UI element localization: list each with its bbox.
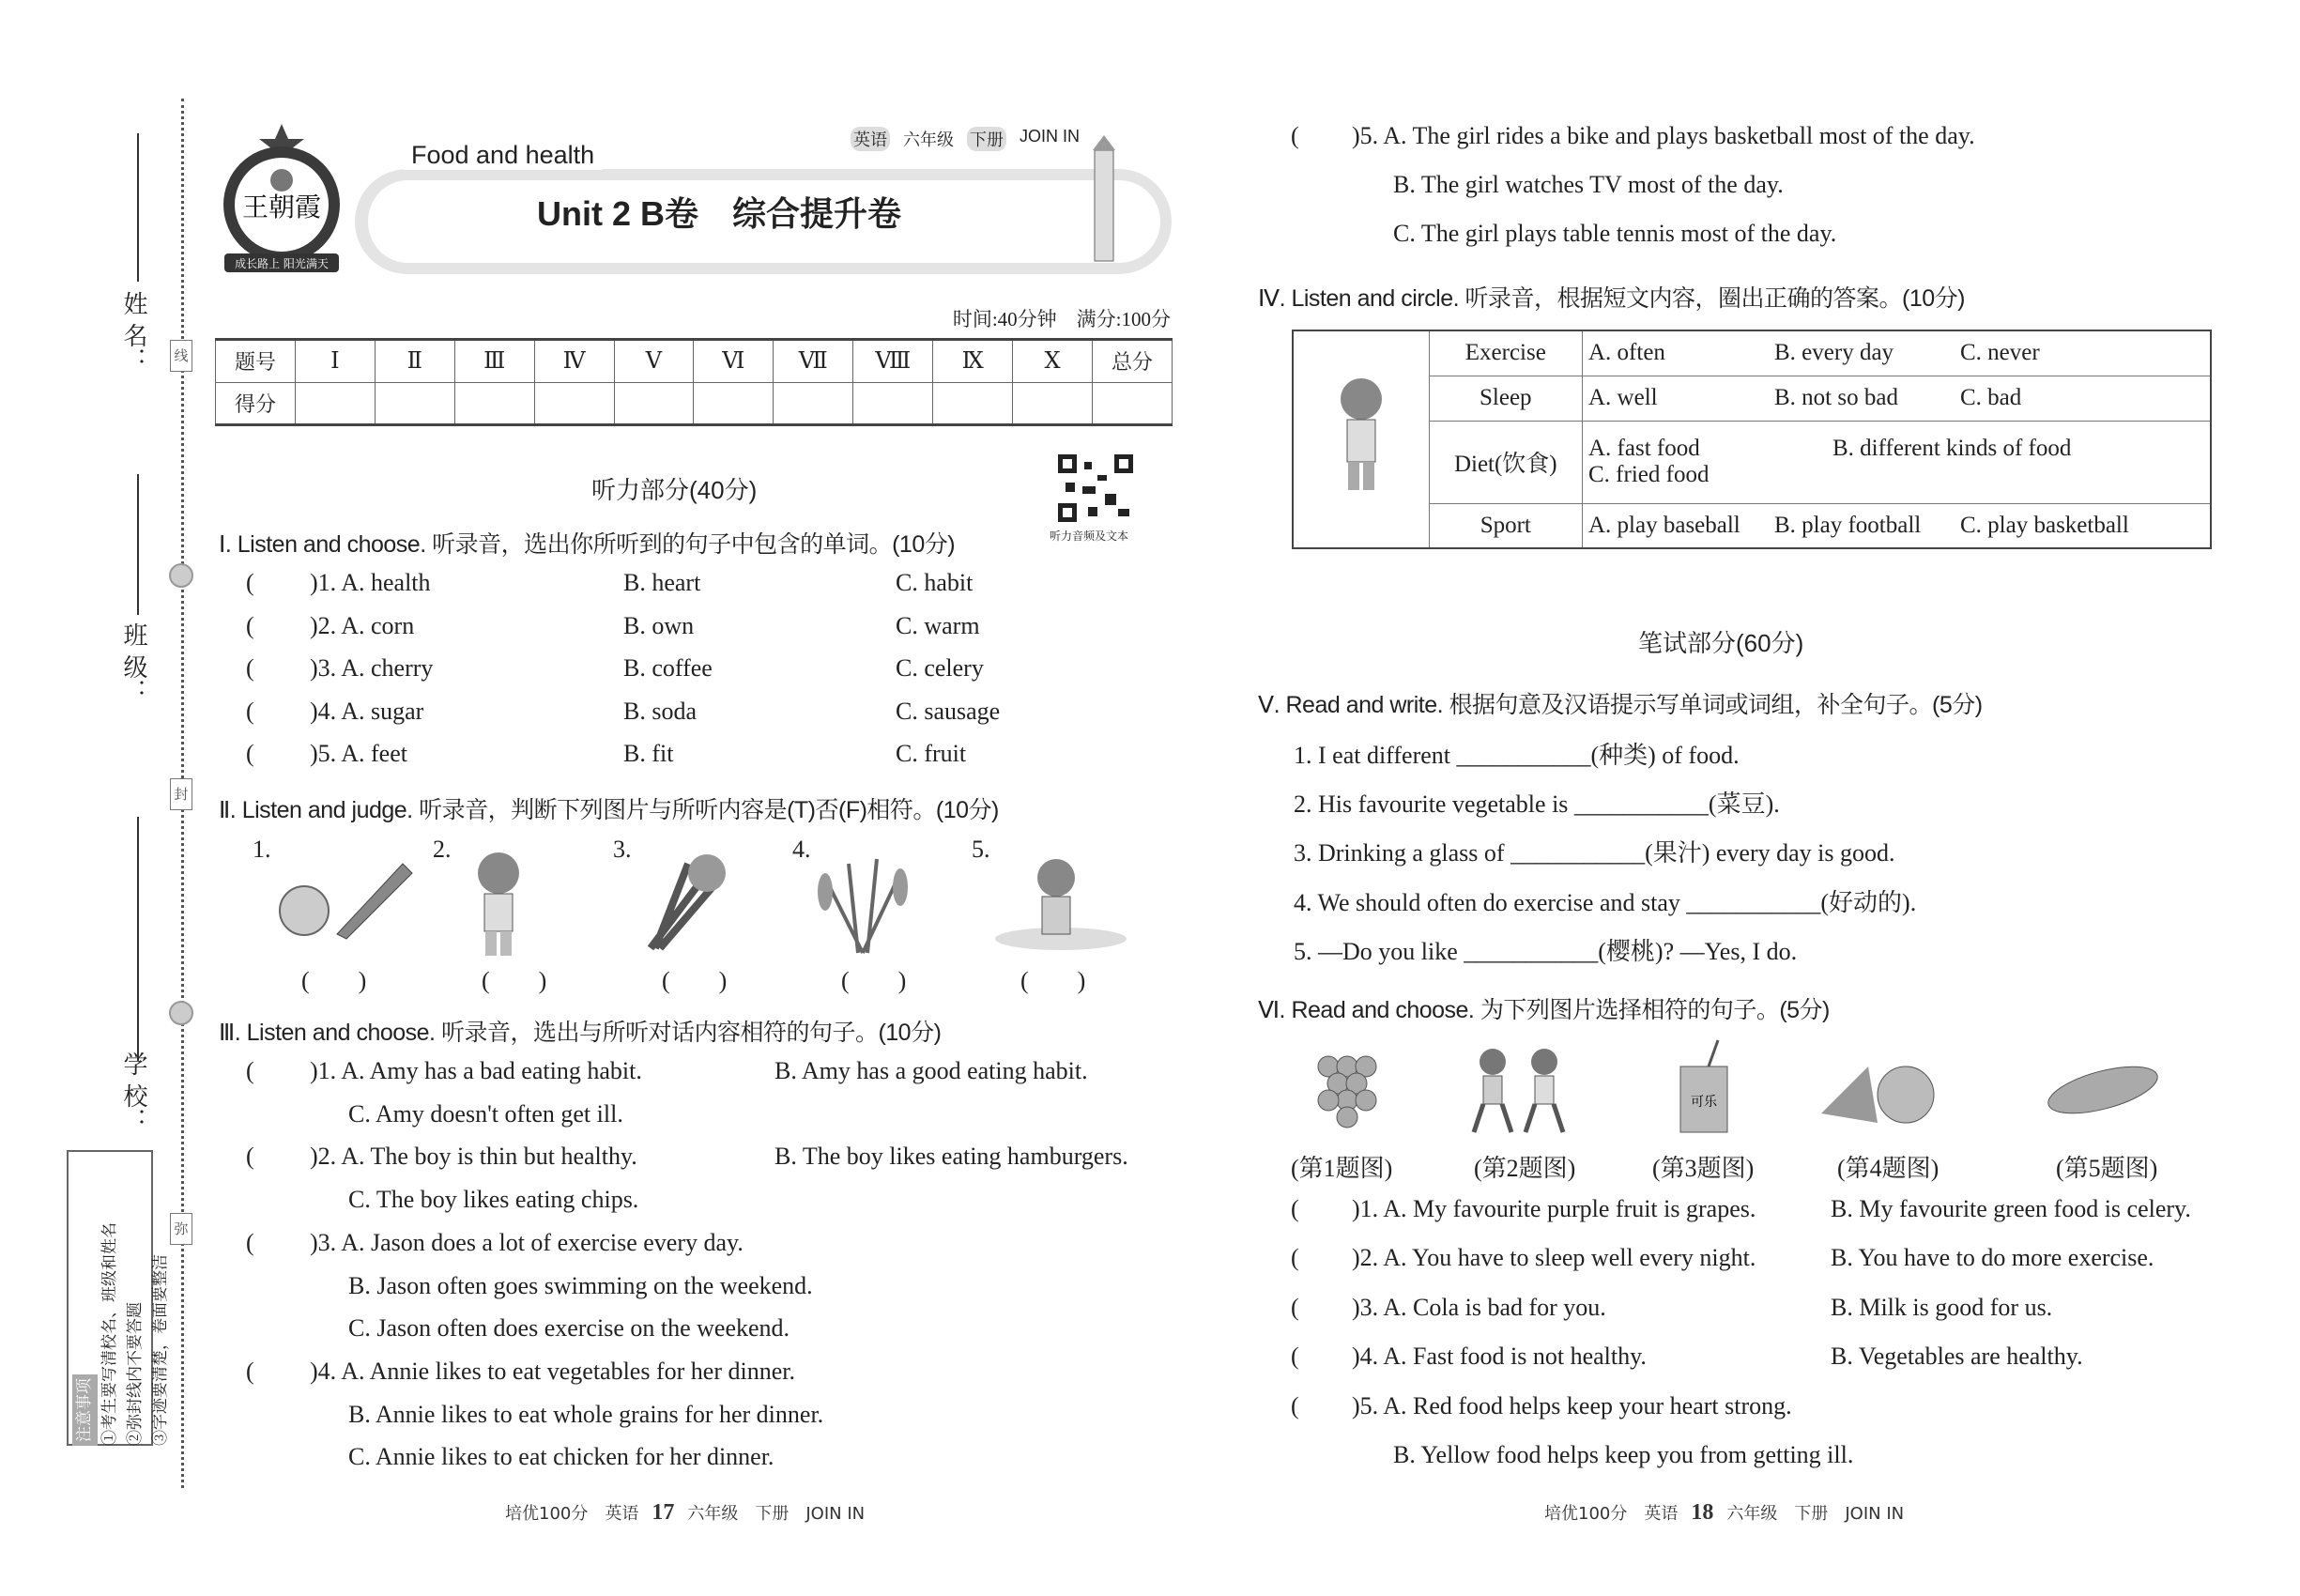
category-label: Diet(饮食)	[1429, 421, 1582, 503]
option-a: )2. A. corn	[310, 611, 415, 639]
options-cell	[1583, 376, 2212, 421]
seal-mark-top: 线	[170, 340, 192, 372]
option-b: B. You have to do more exercise.	[1831, 1244, 2154, 1272]
page-title: Unit 2 B卷 综合提升卷	[537, 194, 902, 233]
school-label: 学 校：	[119, 1051, 147, 1133]
score-input-cell[interactable]	[614, 382, 694, 425]
note-item: ②弥封线内不要答题	[126, 1302, 145, 1446]
qr-code[interactable]	[1056, 453, 1135, 524]
score-input-cell[interactable]	[375, 382, 454, 425]
answer-paren[interactable]: (	[1291, 1391, 1299, 1420]
circle-row	[1293, 330, 2211, 376]
circle-row	[1293, 503, 2211, 548]
option-a: )5. A. The girl rides a bike and plays basketball most of the day.	[1352, 122, 1975, 149]
score-input-cell[interactable]	[694, 382, 774, 425]
option[interactable]: A. play baseball	[1588, 512, 1740, 538]
score-input-cell[interactable]	[454, 382, 534, 425]
option[interactable]: C. fried food	[1588, 462, 1710, 487]
page-number: 18	[1691, 1500, 1714, 1525]
lighthouse-icon	[1087, 131, 1121, 263]
score-row	[216, 382, 1173, 425]
question-picture	[1643, 1038, 1774, 1146]
option-a: )5. A. feet	[310, 740, 407, 767]
option-c: C. fruit	[896, 740, 967, 767]
question-picture	[811, 845, 961, 958]
subject-tags	[851, 127, 1080, 151]
score-header-cell: Ⅴ	[614, 340, 694, 383]
question-picture	[2037, 1038, 2169, 1146]
answer-paren[interactable]: (	[1291, 1293, 1299, 1321]
question-picture	[452, 845, 602, 958]
svg-text:王朝霞: 王朝霞	[241, 192, 322, 223]
circle-row	[1293, 376, 2211, 421]
svg-text:成长路上 阳光满天: 成长路上 阳光满天	[235, 257, 329, 270]
option-a: )2. A. You have to sleep well every night.	[1352, 1244, 1756, 1272]
option-c: C. sausage	[896, 697, 1001, 725]
score-input-cell[interactable]	[933, 382, 1013, 425]
section-2-heading: Ⅱ. Listen and judge. 听录音，判断下列图片与所听内容是(T)否(F)相符。(10分)	[219, 797, 999, 823]
option-a: )4. A. sugar	[310, 697, 424, 725]
notes-title: 注意事项	[72, 1374, 98, 1446]
fill-in-item[interactable]: 4. We should often do exercise and stay ___________(好动的).	[1294, 888, 1917, 916]
option-a: )1. A. My favourite purple fruit is grapes.	[1352, 1195, 1756, 1222]
option-b: B. Milk is good for us.	[1831, 1293, 2053, 1321]
section-1-heading: Ⅰ. Listen and choose. 听录音，选出你所听到的句子中包含的单词。(10分)	[219, 531, 956, 558]
subject-tag: 英语	[851, 127, 890, 151]
option-b: B. Amy has a good eating habit.	[774, 1057, 1088, 1084]
answer-paren[interactable]: ( )	[662, 967, 728, 994]
options-cell	[1583, 421, 2212, 503]
option-a: )2. A. The boy is thin but healthy.	[310, 1143, 637, 1171]
option-b: B. My favourite green food is celery.	[1831, 1195, 2191, 1222]
question-picture	[990, 845, 1141, 958]
option-b: B. Vegetables are healthy.	[1831, 1343, 2083, 1371]
score-header-cell: Ⅸ	[933, 340, 1013, 383]
score-header-cell: Ⅵ	[694, 340, 774, 383]
answer-paren[interactable]: (	[1291, 1244, 1299, 1272]
score-header-cell: Ⅷ	[853, 340, 933, 383]
answer-paren[interactable]: ( )	[301, 967, 367, 994]
score-input-cell[interactable]	[534, 382, 614, 425]
option-line: B. Jason often goes swimming on the weekend.	[348, 1271, 813, 1299]
answer-paren[interactable]: ( )	[1020, 967, 1086, 994]
option-line: C. Annie likes to eat chicken for her dinner.	[348, 1443, 774, 1471]
option[interactable]: B. different kinds of food	[1832, 436, 2072, 461]
footer-right: 培优100分 英语 18 六年级 下册 JOIN IN	[1544, 1500, 1905, 1525]
qr-caption: 听力音频及文本	[1050, 529, 1129, 543]
option-a: )3. A. Jason does a lot of exercise every day.	[310, 1228, 744, 1256]
section-5-heading: Ⅴ. Read and write. 根据句意及汉语提示写单词或词组，补全句子。(5分)	[1258, 692, 1983, 718]
unit-topic: Food and health	[404, 141, 602, 170]
picture-number: 3.	[613, 836, 632, 863]
picture-number: 2.	[433, 836, 452, 863]
option-b: B. heart	[623, 569, 701, 596]
option-a: )3. A. Cola is bad for you.	[1352, 1293, 1606, 1321]
score-input-cell[interactable]	[853, 382, 933, 425]
option-line: B. Annie likes to eat whole grains for her dinner.	[348, 1400, 824, 1428]
answer-paren[interactable]: (	[246, 611, 254, 639]
section-4-table	[1292, 330, 2212, 549]
picture-number: 1.	[253, 836, 271, 863]
option[interactable]: B. not so bad	[1774, 385, 1898, 410]
score-header-cell: Ⅳ	[534, 340, 614, 383]
option-c: C. habit	[896, 569, 974, 596]
section-4-heading: Ⅳ. Listen and circle. 听录音，根据短文内容，圈出正确的答案。(10分)	[1258, 285, 1965, 312]
answer-paren[interactable]: (	[1291, 1343, 1299, 1371]
option-a: )4. A. Fast food is not healthy.	[1352, 1343, 1647, 1371]
score-header-cell: 总分	[1093, 340, 1173, 383]
answer-paren[interactable]: (	[246, 740, 254, 767]
option-b: B. coffee	[623, 654, 713, 682]
note-item: ③字迹要清楚，卷面要整洁	[151, 1254, 170, 1446]
options-cell	[1583, 330, 2212, 376]
score-header-cell: Ⅶ	[774, 340, 853, 383]
score-header-cell: Ⅹ	[1013, 340, 1093, 383]
option[interactable]: A. well	[1588, 385, 1658, 410]
score-input-cell[interactable]	[1013, 382, 1093, 425]
option-b: B. own	[623, 611, 695, 639]
score-header-cell: Ⅰ	[295, 340, 375, 383]
answer-paren[interactable]: (	[246, 697, 254, 725]
score-header-cell: 题号	[216, 340, 296, 383]
option-a: )4. A. Annie likes to eat vegetables for her dinner.	[310, 1357, 795, 1385]
question-picture	[1455, 1038, 1587, 1146]
option-line: C. The boy likes eating chips.	[348, 1186, 639, 1214]
answer-paren[interactable]: (	[246, 1057, 254, 1084]
fill-in-item[interactable]: 3. Drinking a glass of ___________(果汁) every day is good.	[1294, 839, 1895, 867]
answer-paren[interactable]: ( )	[482, 967, 547, 994]
answer-paren[interactable]: (	[246, 1228, 254, 1256]
answer-paren[interactable]: (	[1291, 1195, 1299, 1222]
time-info: 时间:40分钟 满分:100分	[952, 308, 1171, 330]
option[interactable]: C. never	[1960, 340, 2040, 366]
circle-row	[1293, 421, 2211, 503]
answer-paren[interactable]: ( )	[841, 967, 907, 994]
page-number: 17	[652, 1500, 675, 1525]
score-table	[215, 338, 1173, 426]
option[interactable]: A. fast food	[1588, 436, 1700, 461]
option-line: C. Jason often does exercise on the weekend.	[348, 1314, 790, 1343]
seal-circle-icon	[169, 563, 193, 588]
brand-logo	[215, 122, 348, 277]
picture-number: 5.	[972, 836, 990, 863]
score-input-cell[interactable]	[1093, 382, 1173, 425]
picture-caption: (第5题图)	[2056, 1155, 2158, 1182]
writing-title: 笔试部分(60分)	[1638, 629, 1804, 657]
option-line: B. The girl watches TV most of the day.	[1393, 171, 1784, 198]
option[interactable]: B. every day	[1774, 340, 1894, 366]
question-picture	[1291, 1038, 1422, 1146]
name-label: 姓 名：	[119, 291, 147, 373]
section-3-heading: Ⅲ. Listen and choose. 听录音，选出与所听对话内容相符的句子。(10分)	[219, 1020, 942, 1046]
option-line: B. Yellow food helps keep you from getting ill.	[1393, 1441, 1854, 1468]
question-picture	[1812, 1038, 1943, 1146]
picture-caption: (第2题图)	[1474, 1155, 1576, 1182]
fill-in-item[interactable]: 5. —Do you like ___________(樱桃)? —Yes, I do.	[1294, 937, 1798, 965]
answer-paren[interactable]: (	[1291, 122, 1299, 149]
answer-paren[interactable]: (	[246, 1143, 254, 1171]
answer-paren[interactable]: (	[246, 1357, 254, 1385]
option-b: B. soda	[623, 697, 697, 725]
score-header-cell: Ⅱ	[375, 340, 454, 383]
option-line: C. The girl plays table tennis most of the day.	[1393, 220, 1837, 247]
note-item: ①考生要写清校名、班级和姓名	[100, 1222, 119, 1446]
option-a: )1. A. Amy has a bad eating habit.	[310, 1057, 642, 1084]
picture-number: 4.	[792, 836, 811, 863]
score-label-cell: 得分	[216, 382, 296, 425]
option[interactable]: B. play football	[1774, 512, 1922, 538]
answer-paren[interactable]: (	[246, 654, 254, 682]
option[interactable]: A. often	[1588, 340, 1665, 366]
option-c: C. celery	[896, 654, 984, 682]
option-a: )3. A. cherry	[310, 654, 434, 682]
picture-caption: (第3题图)	[1652, 1155, 1755, 1182]
option-b: B. The boy likes eating hamburgers.	[774, 1143, 1128, 1171]
score-input-cell[interactable]	[774, 382, 853, 425]
boy-picture	[1293, 330, 1429, 548]
subject-tag: JOIN IN	[1020, 127, 1081, 146]
cola-label: 可乐	[1691, 1095, 1717, 1110]
option[interactable]: C. play basketball	[1960, 512, 2129, 538]
score-input-cell[interactable]	[295, 382, 375, 425]
question-picture	[271, 845, 422, 958]
fill-in-item[interactable]: 2. His favourite vegetable is ___________(菜豆).	[1294, 790, 1780, 819]
category-label: Exercise	[1429, 330, 1582, 376]
notes-box	[67, 1150, 170, 1446]
option-b: B. fit	[623, 740, 674, 767]
option-line: C. Amy doesn't often get ill.	[348, 1099, 623, 1128]
subject-tag: 下册	[967, 127, 1006, 151]
option[interactable]: C. bad	[1960, 385, 2022, 410]
class-label: 班 级：	[119, 622, 147, 704]
question-picture	[632, 845, 782, 958]
subject-tag: 六年级	[903, 130, 954, 149]
answer-paren[interactable]: (	[246, 569, 254, 596]
seal-mark-bottom: 弥	[170, 1213, 192, 1245]
picture-caption: (第4题图)	[1837, 1155, 1940, 1182]
picture-caption: (第1题图)	[1291, 1155, 1393, 1182]
fill-in-item[interactable]: 1. I eat different ___________(种类) of food.	[1294, 742, 1740, 769]
section-6-heading: Ⅵ. Read and choose. 为下列图片选择相符的句子。(5分)	[1258, 997, 1830, 1023]
options-cell	[1583, 503, 2212, 548]
listening-title: 听力部分(40分)	[591, 476, 758, 504]
score-header-cell: Ⅲ	[454, 340, 534, 383]
footer-left: 培优100分 英语 17 六年级 下册 JOIN IN	[505, 1500, 866, 1525]
option-a: )1. A. health	[310, 569, 431, 596]
category-label: Sport	[1429, 503, 1582, 548]
option-a: )5. A. Red food helps keep your heart strong.	[1352, 1391, 1792, 1420]
score-header-row	[216, 340, 1173, 383]
option-c: C. warm	[896, 611, 980, 639]
seal-mark-mid: 封	[170, 778, 192, 810]
category-label: Sleep	[1429, 376, 1582, 421]
seal-circle-icon	[169, 1001, 193, 1025]
